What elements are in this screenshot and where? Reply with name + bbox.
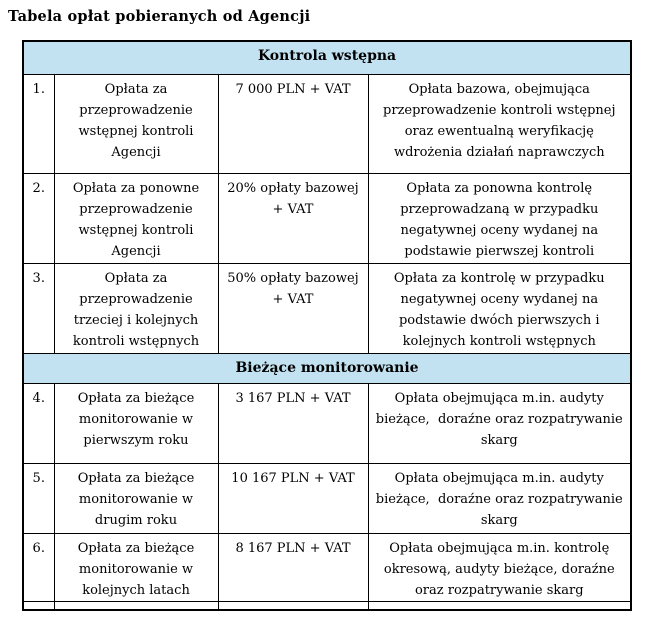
service-cell: Opłata za bieżące monitorowanie w pierwszym roku — [54, 383, 218, 463]
service-cell: Opłata za bieżące monitorowanie w kolejnych latach — [54, 533, 218, 601]
fee-cell: 7 000 PLN + VAT — [218, 74, 368, 173]
row-number-cell: 1. — [23, 74, 54, 173]
row-number-cell: 6. — [23, 533, 54, 601]
fee-cell: 8 167 PLN + VAT — [218, 533, 368, 601]
table-row — [23, 533, 631, 601]
fees-table — [22, 40, 632, 611]
section-header-row — [23, 353, 631, 383]
description-cell: Opłata obejmująca m.in. audyty bieżące, doraźne oraz rozpatrywanie skarg — [368, 463, 631, 533]
cutoff-cell — [218, 601, 368, 610]
table-row — [23, 173, 631, 263]
table-row — [23, 263, 631, 353]
section-header-kontrola-wstepna: Kontrola wstępna — [23, 41, 631, 74]
description-cell: Opłata za kontrolę w przypadku negatywnej oceny wydanej na podstawie dwóch pierwszych i kolejnych kontroli wstępnych — [368, 263, 631, 353]
table-row — [23, 74, 631, 173]
section-header-biezace-monitorowanie: Bieżące monitorowanie — [23, 353, 631, 383]
table-row — [23, 463, 631, 533]
service-cell: Opłata za ponowne przeprowadzenie wstępnej kontroli Agencji — [54, 173, 218, 263]
description-cell: Opłata obejmująca m.in. audyty bieżące, doraźne oraz rozpatrywanie skarg — [368, 383, 631, 463]
description-cell: Opłata obejmująca m.in. kontrolę okresową, audyty bieżące, doraźne oraz rozpatrywanie skarg — [368, 533, 631, 601]
section-header-row — [23, 41, 631, 74]
row-number-cell: 2. — [23, 173, 54, 263]
service-cell: Opłata za przeprowadzenie trzeciej i kolejnych kontroli wstępnych — [54, 263, 218, 353]
fee-cell: 3 167 PLN + VAT — [218, 383, 368, 463]
fee-cell: 10 167 PLN + VAT — [218, 463, 368, 533]
row-number-cell: 4. — [23, 383, 54, 463]
row-number-cell: 3. — [23, 263, 54, 353]
description-cell: Opłata za ponowna kontrolę przeprowadzaną w przypadku negatywnej oceny wydanej na podstawie pierwszej kontroli — [368, 173, 631, 263]
page-title: Tabela opłat pobieranych od Agencji — [8, 8, 311, 25]
fee-cell: 20% opłaty bazowej + VAT — [218, 173, 368, 263]
description-cell: Opłata bazowa, obejmująca przeprowadzenie kontroli wstępnej oraz ewentualną weryfikację wdrożenia działań naprawczych — [368, 74, 631, 173]
cutoff-cell — [54, 601, 218, 610]
cutoff-row — [23, 601, 631, 610]
row-number-cell: 5. — [23, 463, 54, 533]
cutoff-cell — [23, 601, 54, 610]
fee-cell: 50% opłaty bazowej + VAT — [218, 263, 368, 353]
service-cell: Opłata za bieżące monitorowanie w drugim roku — [54, 463, 218, 533]
service-cell: Opłata za przeprowadzenie wstępnej kontroli Agencji — [54, 74, 218, 173]
cutoff-cell — [368, 601, 631, 610]
table-row — [23, 383, 631, 463]
